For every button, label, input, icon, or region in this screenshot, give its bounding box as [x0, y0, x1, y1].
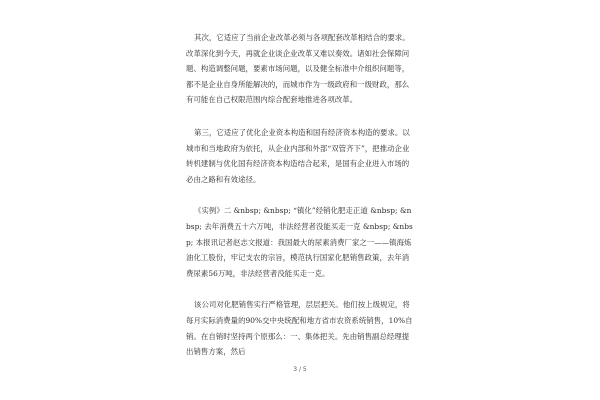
paragraph-2: 第三，它适应了优化企业资本构造和国有经济资本构造的要求。以城市和当地政府为依托，从企业内部和外部“双管齐下”，把推动企业转机建制与优化国有经济资本构造结合起来，是国有企业进入市场的必由之路和有效途径。	[186, 127, 410, 184]
paragraph-4: 该公司对化肥销售实行严格管理，层层把关。他们按上级规定，将每月实际消费量的90%交中央统配和地方省市农资系统销售，10%自销。在自销时坚持两个原那么：一、集体把关。先由销售副总经理提出销售方案，然后	[186, 300, 413, 357]
paragraph-1: 其次，它适应了当前企业改革必须与各项配套改革相结合的要求。改革深化到今天，再就企业谈企业改革又难以奏效。诸如社会保障问题、构造调整问题，要素市场问题，以及健全标准中介组织问题等，都不是企业自身所能解决的，而城市作为一级政府和一级财政，那么有可能在自己权限范围内综合配套地推进各项改革。	[186, 33, 410, 105]
document-body	[186, 30, 416, 360]
page-number: 3 / 5	[293, 366, 307, 373]
paragraph-3: 《实例》二 &nbsp; &nbsp; “镇化”经销化肥走正道 &nbsp; &nbsp; 去年消费五十六万吨，非法经营者没能买走一克 &nbsp; &nbsp; 本报讯记者赵志文报道：我国最大的尿素消费厂家之一——镇海炼油化工股份，牢记支农的宗旨，模范执行国家化肥销售政策，去年消费尿素56万吨，非法经营者没能买走一克。	[186, 206, 413, 278]
